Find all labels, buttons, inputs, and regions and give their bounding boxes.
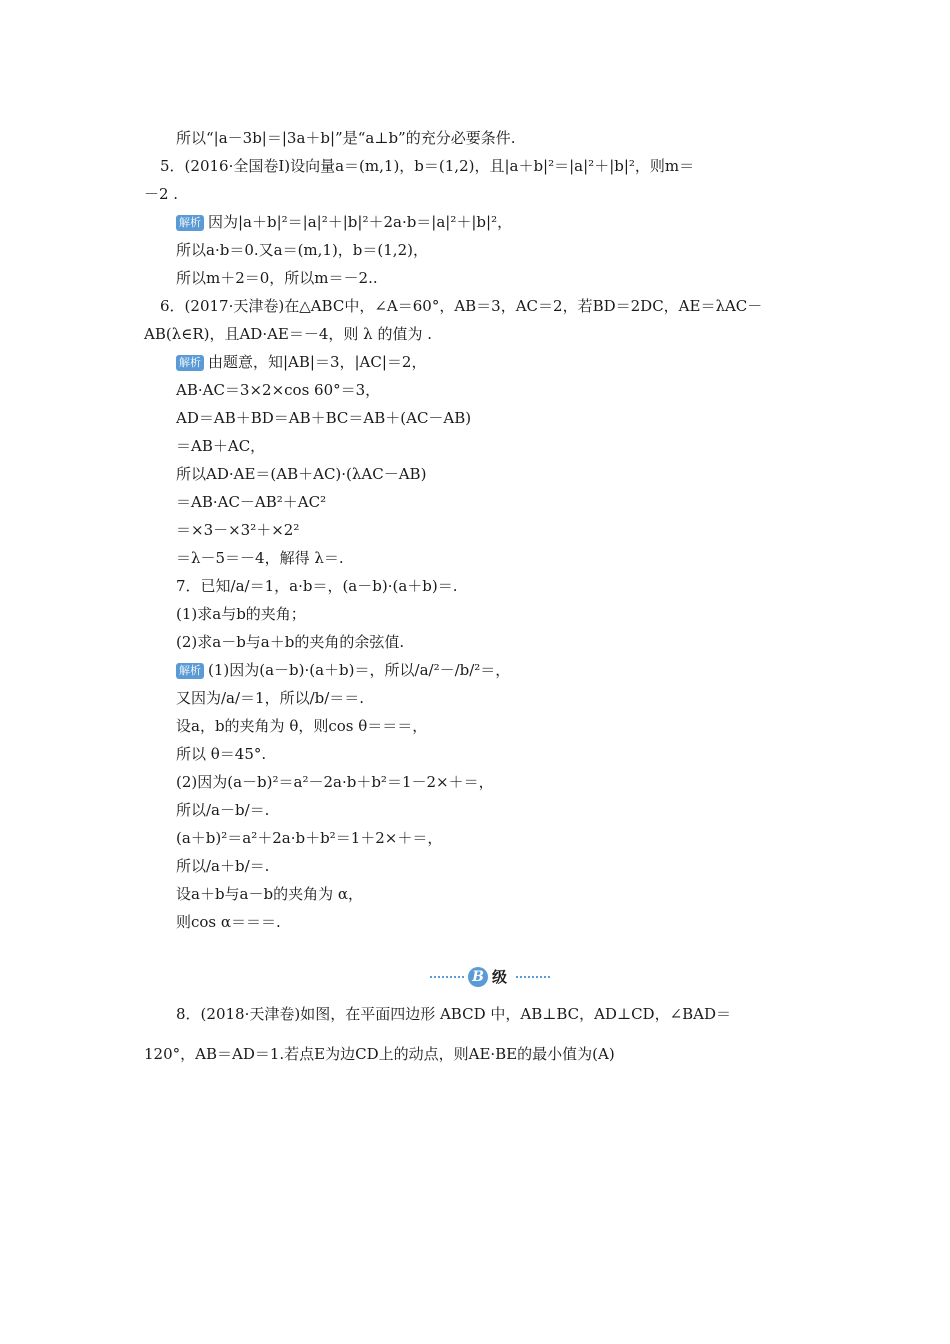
line-text: AB(λ∈R)，且AD·AE＝－4，则 λ 的值为 . (144, 325, 432, 343)
text-line (176, 128, 516, 148)
text-line (176, 800, 269, 820)
analysis-line (176, 660, 510, 680)
line-text: (1)因为(a－b)·(a＋b)＝，所以/a/²－/b/²＝， (208, 661, 511, 679)
problem-8-line (176, 1004, 731, 1024)
line-text: ＝λ－5＝－4，解得 λ＝. (176, 549, 344, 567)
line-text: ＝AB＋AC， (176, 437, 266, 455)
dotted-rule-left (430, 976, 464, 980)
line-text: 因为|a＋b|²＝|a|²＋|b|²＋2a·b＝|a|²＋|b|²， (208, 213, 513, 231)
text-line (176, 744, 266, 764)
text-line (176, 856, 269, 876)
line-text: (1)求a与b的夹角； (176, 605, 306, 623)
line-text: (2)求a－b与a＋b的夹角的余弦值. (176, 633, 405, 651)
line-text: 所以/a－b/＝. (176, 801, 270, 819)
text-line (176, 912, 281, 932)
line-text: (a＋b)²＝a²＋2a·b＋b²＝1＋2×＋＝， (176, 829, 443, 847)
line-text: 7．已知/a/＝1，a·b＝，(a－b)·(a＋b)＝. (176, 577, 458, 595)
line-text: 5．(2016·全国卷Ⅰ)设向量a＝(m,1)，b＝(1,2)，且|a＋b|²＝|a|²＋|b|²，则m＝ (160, 157, 695, 175)
line-text: 又因为/a/＝1，所以/b/＝＝. (176, 689, 365, 707)
line-text: 8．(2018·天津卷)如图，在平面四边形 ABCD 中，AB⊥BC，AD⊥CD，∠BAD＝ (176, 1005, 732, 1023)
line-text: 设a，b的夹角为 θ，则cos θ＝＝＝， (176, 717, 428, 735)
text-line (176, 884, 363, 904)
text-line (160, 156, 694, 176)
text-line (176, 464, 426, 484)
problem-8-line (144, 1044, 615, 1064)
line-text: ＝AB·AC－AB²＋AC² (176, 493, 327, 511)
text-line (176, 688, 364, 708)
text-line (176, 492, 326, 512)
text-line (176, 576, 458, 596)
text-line (176, 548, 344, 568)
line-text: AB·AC＝3×2×cos 60°＝3， (176, 381, 381, 399)
line-text: 所以m＋2＝0，所以m＝－2.. (176, 269, 378, 287)
line-text: ＝×3－×3²＋×2² (176, 521, 300, 539)
line-text: 所以AD·AE＝(AB＋AC)·(λAC－AB) (176, 465, 427, 483)
text-line (176, 716, 427, 736)
section-letter: B (468, 967, 488, 987)
line-text: 120°，AB＝AD＝1.若点E为边CD上的动点，则AE·BE的最小值为(A) (144, 1045, 615, 1063)
section-label: 级 (492, 968, 508, 986)
section-level-marker (430, 966, 550, 990)
line-text: (2)因为(a－b)²＝a²－2a·b＋b²＝1－2×＋＝， (176, 773, 494, 791)
line-text: 所以“|a－3b|＝|3a＋b|”是“a⊥b”的充分必要条件. (176, 129, 516, 147)
line-text: －2 . (144, 185, 179, 203)
text-line (176, 772, 494, 792)
text-line (176, 268, 378, 288)
text-line (176, 408, 471, 428)
line-text: 所以/a＋b/＝. (176, 857, 270, 875)
analysis-line (176, 212, 512, 232)
text-line (160, 296, 762, 316)
text-line (176, 436, 265, 456)
analysis-line (176, 352, 426, 372)
dotted-rule-right (516, 976, 550, 980)
analysis-badge: 解析 (176, 663, 204, 679)
line-text: 设a＋b与a－b的夹角为 α， (176, 885, 363, 903)
analysis-badge: 解析 (176, 355, 204, 371)
text-line (176, 520, 299, 540)
text-line (144, 184, 178, 204)
text-line (176, 604, 306, 624)
line-text: 所以 θ＝45°. (176, 745, 267, 763)
analysis-badge: 解析 (176, 215, 204, 231)
line-text: 由题意，知|AB|＝3，|AC|＝2， (208, 353, 427, 371)
line-text: 6．(2017·天津卷)在△ABC中，∠A＝60°，AB＝3，AC＝2，若BD＝2DC，AE＝λAC－ (160, 297, 763, 315)
line-text: 则cos α＝＝＝. (176, 913, 281, 931)
line-text: 所以a·b＝0.又a＝(m,1)，b＝(1,2)， (176, 241, 428, 259)
text-line (176, 240, 428, 260)
text-line (176, 828, 442, 848)
text-line (144, 324, 432, 344)
line-text: AD＝AB＋BD＝AB＋BC＝AB＋(AC－AB) (176, 409, 472, 427)
text-line (176, 380, 380, 400)
text-line (176, 632, 404, 652)
